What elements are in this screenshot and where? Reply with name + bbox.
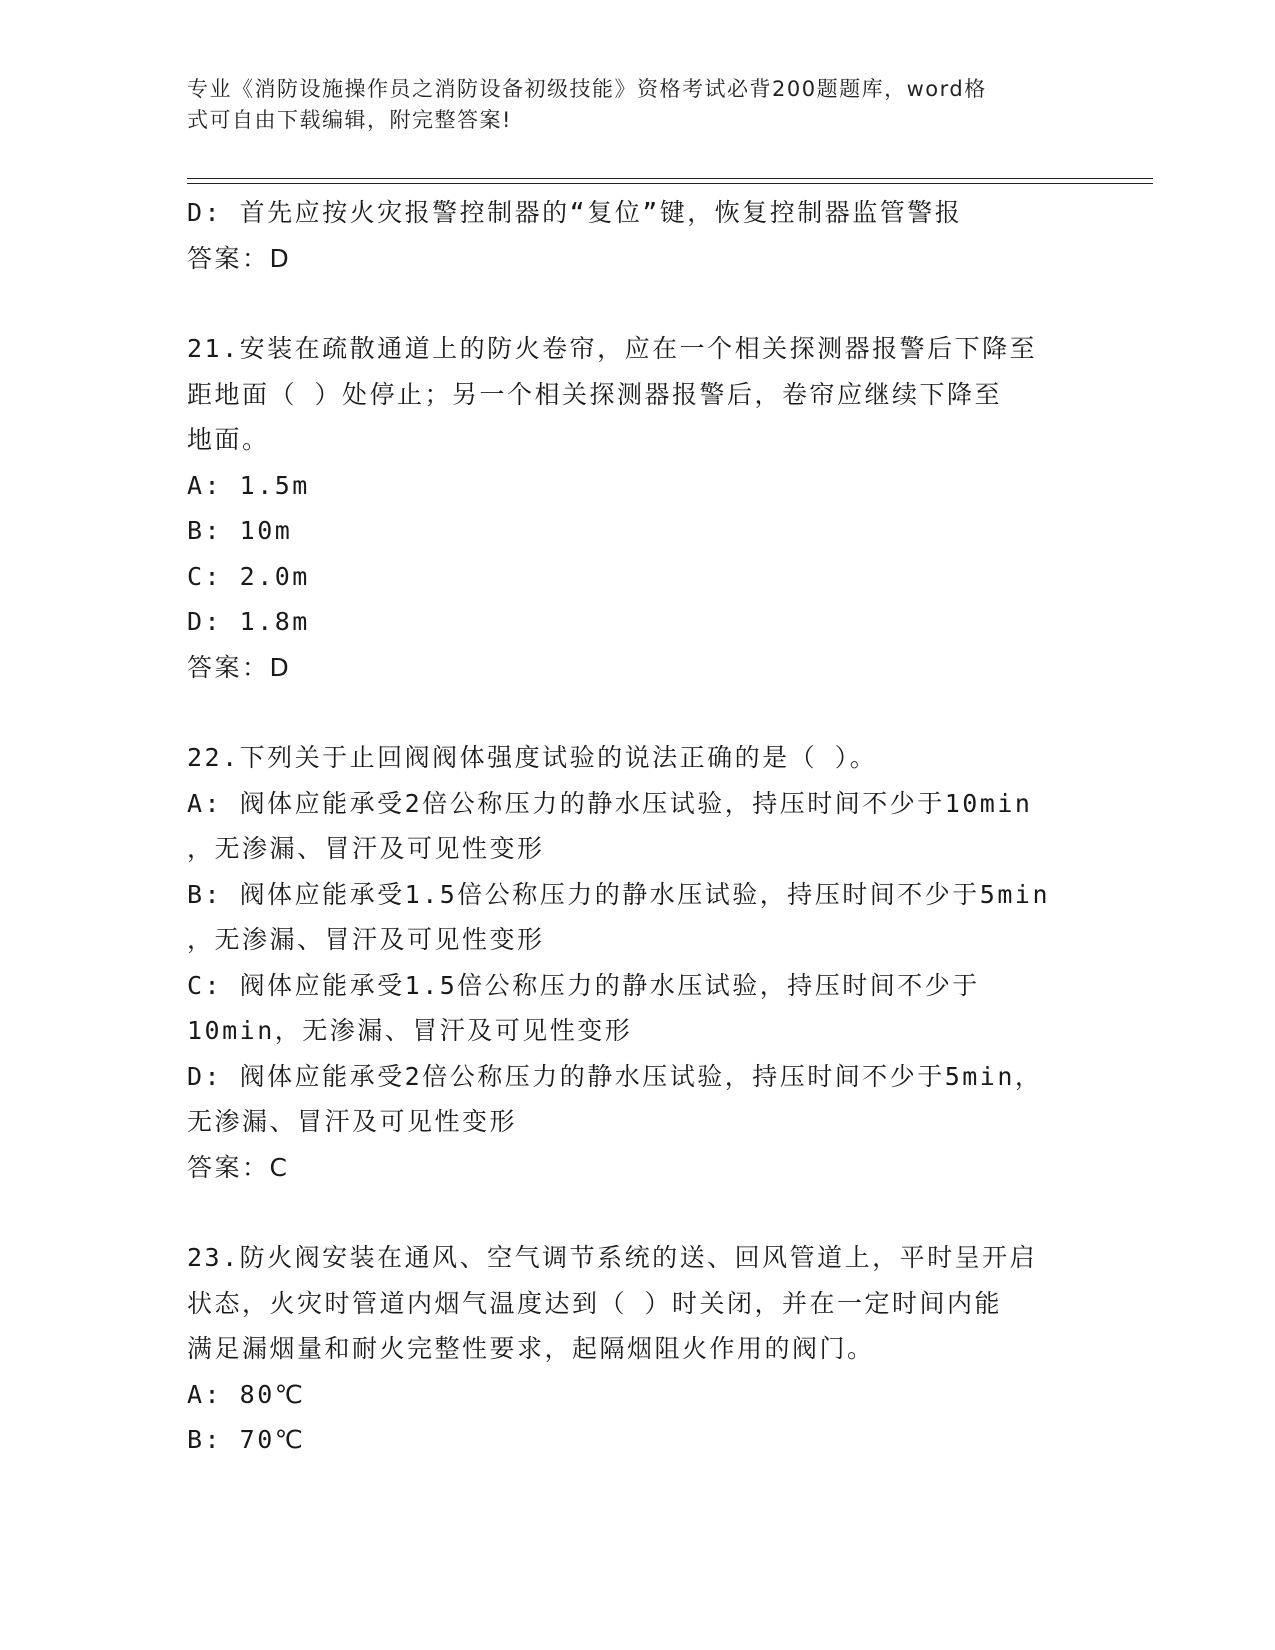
header-divider-bottom (187, 183, 1153, 184)
option-b: B: 70℃ (187, 1425, 306, 1454)
answer-label: 答案：D (187, 243, 292, 273)
question-stem: 满足漏烟量和耐火完整性要求，起隔烟阻火作用的阀门。 (187, 1334, 875, 1363)
option-d: D: 1.8m (187, 607, 310, 636)
header-line-1: 专业《消防设施操作员之消防设备初级技能》资格考试必背200题题库，word格 (187, 77, 987, 101)
option-a: A: 1.5m (187, 470, 310, 500)
option-a-continued: ，无渗漏、冒汗及可见性变形 (187, 834, 545, 863)
question-23 (187, 1235, 1087, 1463)
question-stem: 21.安装在疏散通道上的防火卷帘，应在一个相关探测器报警后下降至 (187, 334, 1038, 363)
option-b: B: 阀体应能承受1.5倍公称压力的静水压试验，持压时间不少于5min (187, 879, 1051, 909)
question-stem: 状态，火灾时管道内烟气温度达到（ ）时关闭，并在一定时间内能 (187, 1288, 1003, 1318)
option-b-continued: ，无渗漏、冒汗及可见性变形 (187, 925, 545, 954)
question-stem: 23.防火阀安装在通风、空气调节系统的送、回风管道上，平时呈开启 (187, 1243, 1038, 1272)
answer-label: 答案：C (187, 1152, 290, 1182)
option-d: D: 阀体应能承受2倍公称压力的静水压试验，持压时间不少于5min， (187, 1061, 1043, 1091)
answer-label: 答案：D (187, 652, 292, 682)
option-c: C: 2.0m (187, 561, 310, 591)
option-c: C: 阀体应能承受1.5倍公称压力的静水压试验，持压时间不少于 (187, 970, 980, 1000)
question-content (187, 190, 1087, 1463)
option-a: A: 阀体应能承受2倍公称压力的静水压试验，持压时间不少于10min (187, 788, 1033, 818)
spacer (187, 690, 1087, 735)
question-stem: 距地面（ ）处停止；另一个相关探测器报警后，卷帘应继续下降至 (187, 379, 1003, 409)
question-21 (187, 326, 1087, 690)
question-22 (187, 735, 1087, 1190)
option-c-continued: 10min，无渗漏、冒汗及可见性变形 (187, 1016, 633, 1045)
document-header (187, 74, 1067, 136)
question-stem: 22.下列关于止回阀阀体强度试验的说法正确的是（ ）。 (187, 743, 878, 772)
header-line-2: 式可自由下载编辑，附完整答案! (187, 108, 512, 132)
option-b: B: 10m (187, 516, 293, 545)
spacer (187, 281, 1087, 326)
option-d-continued: 无渗漏、冒汗及可见性变形 (187, 1107, 518, 1136)
spacer (187, 1190, 1087, 1235)
header-divider-top (187, 178, 1153, 179)
option-a: A: 80℃ (187, 1379, 306, 1409)
question-20-tail (187, 190, 1087, 281)
option-d: D: 首先应按火灾报警控制器的“复位”键，恢复控制器监管警报 (187, 198, 963, 227)
question-stem: 地面。 (187, 425, 270, 454)
